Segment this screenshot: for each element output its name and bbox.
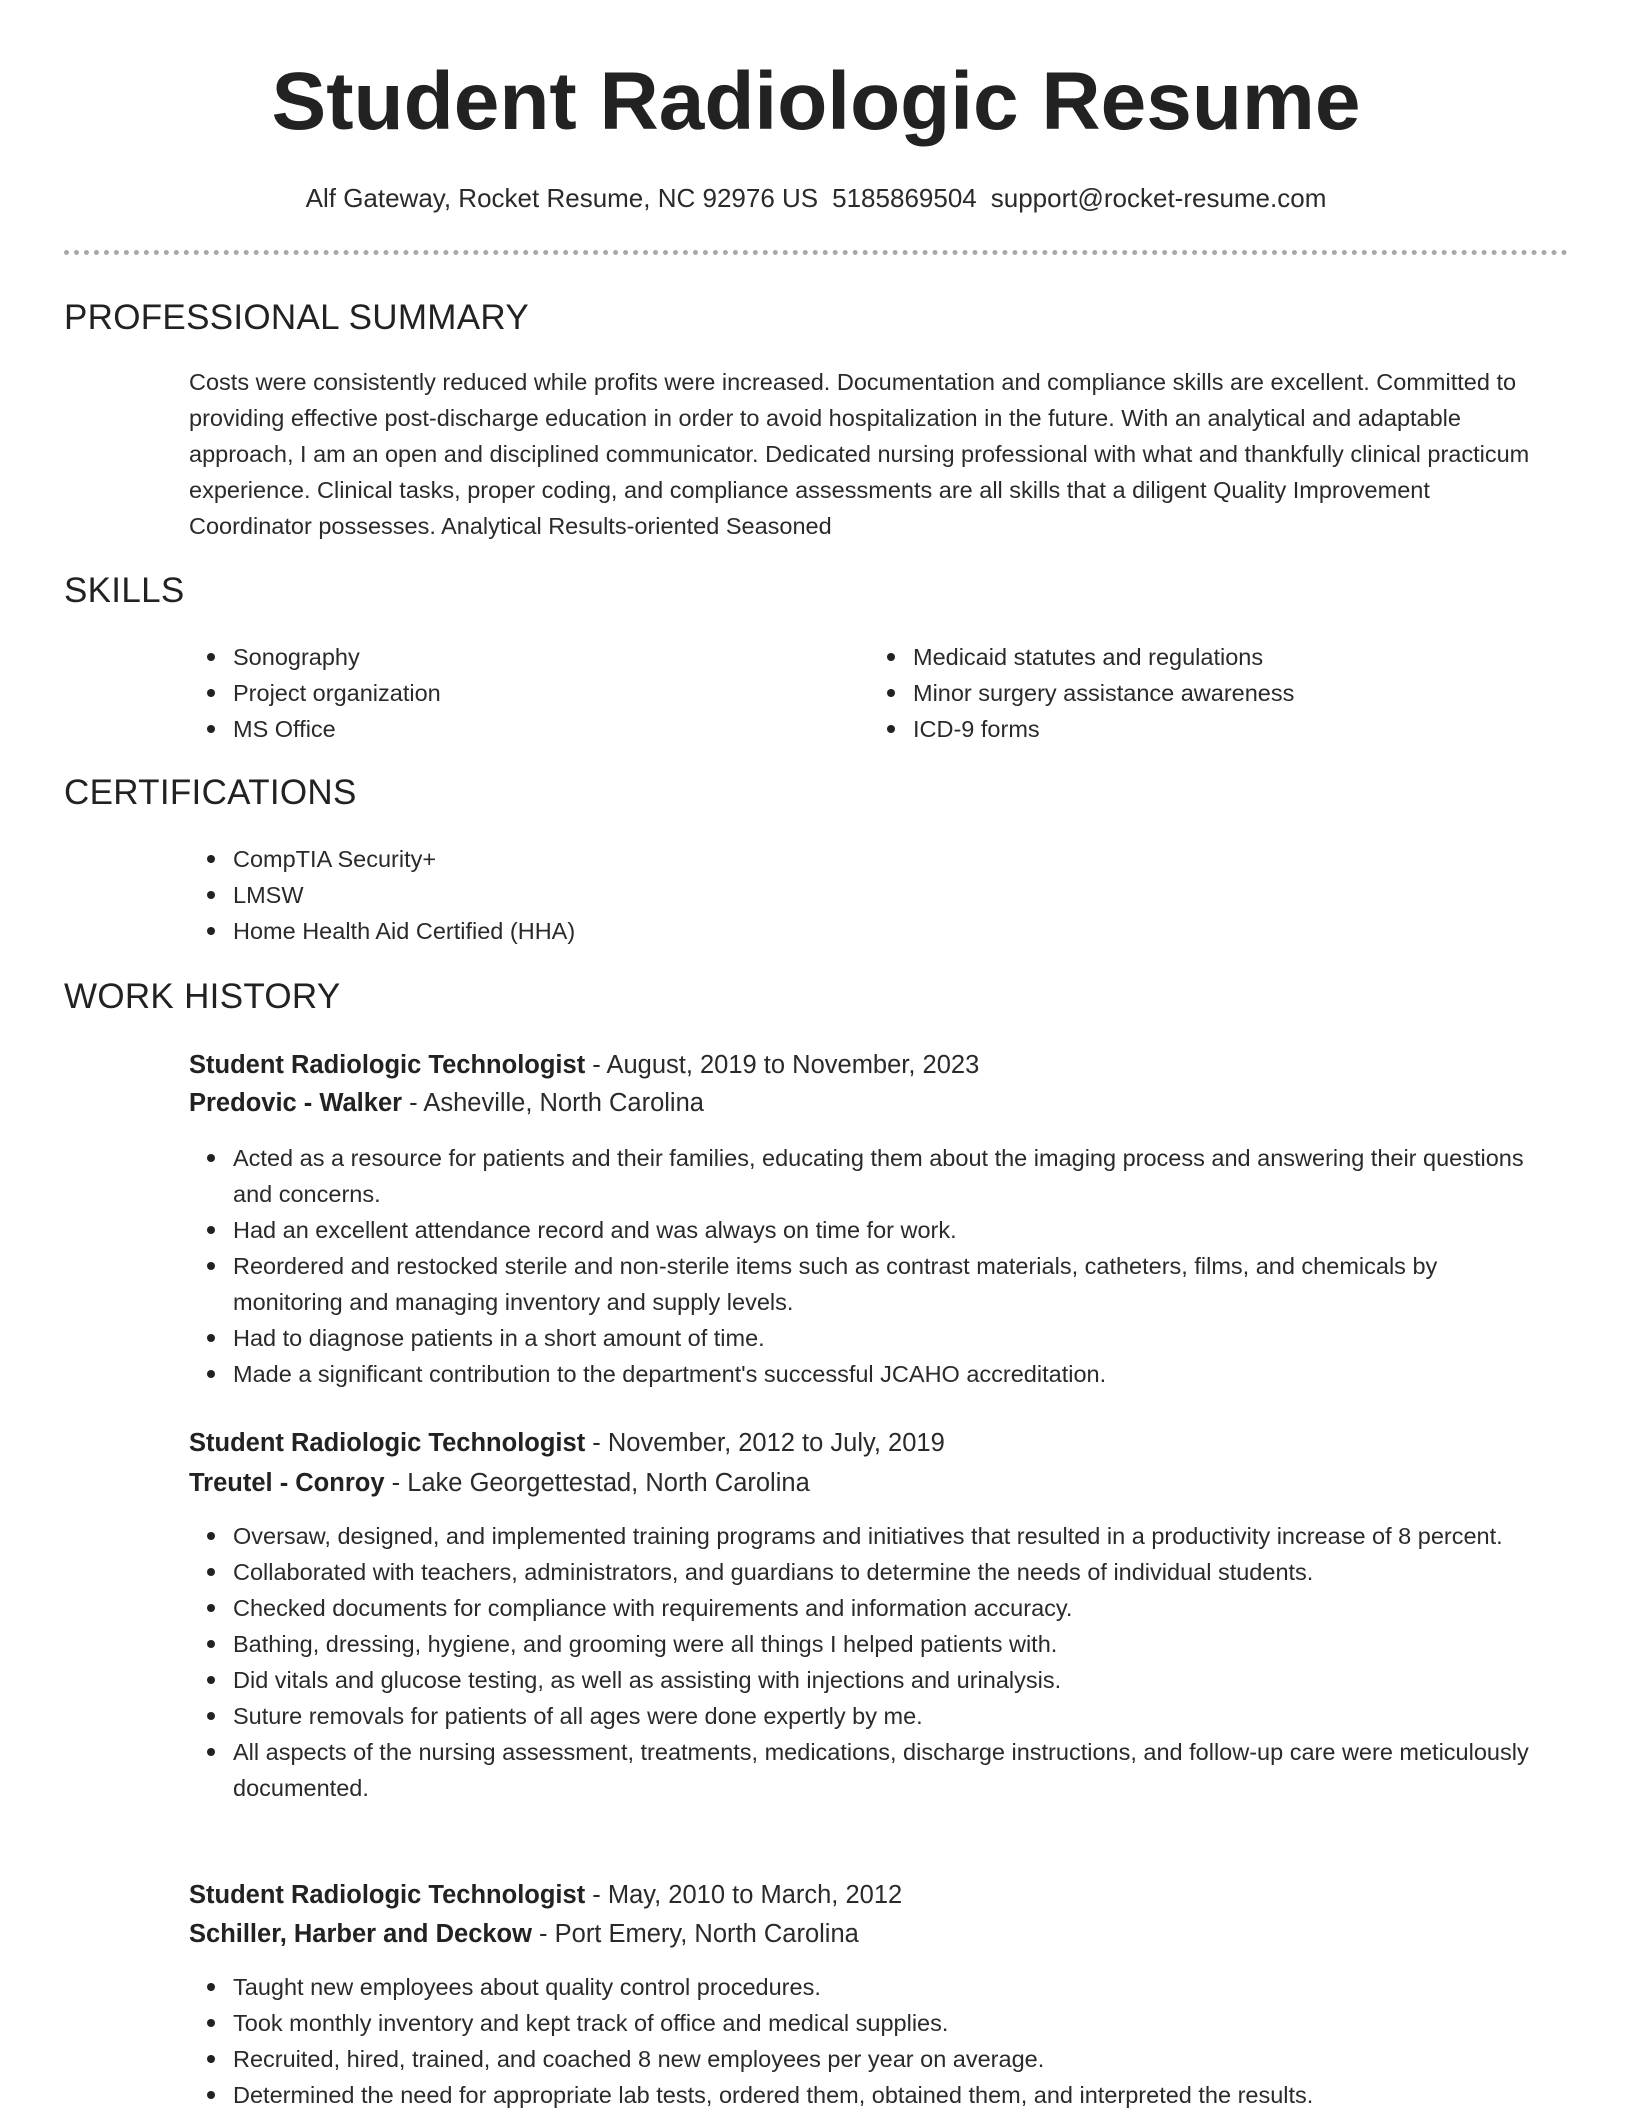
certifications-heading: CERTIFICATIONS: [64, 773, 357, 812]
skill-item: Medicaid statutes and regulations: [869, 639, 1529, 675]
job-title: Student Radiologic Technologist: [189, 1881, 586, 1909]
job-company-line: [189, 1084, 704, 1122]
skill-item: Minor surgery assistance awareness: [869, 675, 1529, 711]
certification-item: LMSW: [189, 877, 1089, 913]
summary-text: Costs were consistently reduced while profits were increased. Documentation and compliance skills are excellent. Committed to providing effective post-discharge education in order to avoid hospitalization in the future. With an analytical and adaptable approach, I am an open and disciplined communicator. Dedicated nursing professional with what and thankfully clinical practicum experience. Clinical tasks, proper coding, and compliance assessments are all skills that a diligent Quality Improvement Coordinator possesses. Analytical Results-oriented Seasoned: [189, 369, 1530, 539]
resume-title: Student Radiologic Resume: [271, 56, 1361, 147]
job-bullet: Took monthly inventory and kept track of office and medical supplies.: [189, 2005, 1529, 2041]
job-title-line: [189, 1876, 902, 1914]
job-company: Predovic - Walker: [189, 1089, 403, 1117]
skill-item: Sonography: [189, 639, 829, 675]
job-title-line: [189, 1424, 945, 1462]
job-location: - Asheville, North Carolina: [402, 1089, 704, 1117]
job-bullet: Reordered and restocked sterile and non-sterile items such as contrast materials, catheters, films, and chemicals by monitoring and managing inventory and supply levels.: [189, 1248, 1529, 1320]
job-bullets: [189, 1140, 1529, 1392]
job-bullet: Checked documents for compliance with requirements and information accuracy.: [189, 1590, 1529, 1626]
certifications-list: [189, 841, 1089, 949]
job-location: - Port Emery, North Carolina: [531, 1920, 859, 1948]
contact-phone: 5185869504: [832, 183, 977, 213]
job-company-line: [189, 1464, 810, 1502]
work-history-heading: WORK HISTORY: [64, 977, 341, 1016]
job-title-line: [189, 1046, 979, 1084]
summary-heading: PROFESSIONAL SUMMARY: [64, 298, 529, 337]
job-bullet: Bathing, dressing, hygiene, and grooming were all things I helped patients with.: [189, 1626, 1529, 1662]
job-bullet: Determined the need for appropriate lab tests, ordered them, obtained them, and interpreted the results.: [189, 2077, 1529, 2113]
job-bullet: Taught new employees about quality control procedures.: [189, 1969, 1529, 2005]
header-divider: [64, 250, 1568, 255]
job-bullet: Did vitals and glucose testing, as well as assisting with injections and urinalysis.: [189, 1662, 1529, 1698]
job-bullets: [189, 1969, 1529, 2113]
job-dates: - May, 2010 to March, 2012: [585, 1881, 903, 1909]
skill-item: ICD-9 forms: [869, 711, 1529, 747]
job-bullets: [189, 1518, 1529, 1806]
job-company: Schiller, Harber and Deckow: [189, 1920, 532, 1948]
job-bullet: Oversaw, designed, and implemented training programs and initiatives that resulted in a productivity increase of 8 percent.: [189, 1518, 1529, 1554]
skill-item: MS Office: [189, 711, 829, 747]
job-bullet: Had an excellent attendance record and was always on time for work.: [189, 1212, 1529, 1248]
skill-item: Project organization: [189, 675, 829, 711]
skills-list-right: [869, 639, 1529, 747]
job-bullet: Suture removals for patients of all ages were done expertly by me.: [189, 1698, 1529, 1734]
skills-heading: SKILLS: [64, 571, 185, 610]
contact-line: [0, 180, 1632, 216]
job-bullet: Had to diagnose patients in a short amount of time.: [189, 1320, 1529, 1356]
job-bullet: Collaborated with teachers, administrators, and guardians to determine the needs of individual students.: [189, 1554, 1529, 1590]
skills-list-left: [189, 639, 829, 747]
job-bullet: All aspects of the nursing assessment, treatments, medications, discharge instructions, and follow-up care were meticulously documented.: [189, 1734, 1529, 1806]
job-title: Student Radiologic Technologist: [189, 1051, 586, 1079]
contact-address: Alf Gateway, Rocket Resume, NC 92976 US: [305, 183, 819, 213]
job-title: Student Radiologic Technologist: [189, 1429, 586, 1457]
job-company-line: [189, 1915, 859, 1953]
job-company: Treutel - Conroy: [189, 1469, 385, 1497]
job-dates: - August, 2019 to November, 2023: [585, 1051, 980, 1079]
certification-item: CompTIA Security+: [189, 841, 1089, 877]
job-bullet: Made a significant contribution to the department's successful JCAHO accreditation.: [189, 1356, 1529, 1392]
certification-item: Home Health Aid Certified (HHA): [189, 913, 1089, 949]
job-dates: - November, 2012 to July, 2019: [585, 1429, 945, 1457]
contact-email: support@rocket-resume.com: [990, 183, 1327, 213]
job-bullet: Recruited, hired, trained, and coached 8 new employees per year on average.: [189, 2041, 1529, 2077]
job-bullet: Acted as a resource for patients and their families, educating them about the imaging process and answering their questions and concerns.: [189, 1140, 1529, 1212]
job-location: - Lake Georgettestad, North Carolina: [384, 1469, 810, 1497]
